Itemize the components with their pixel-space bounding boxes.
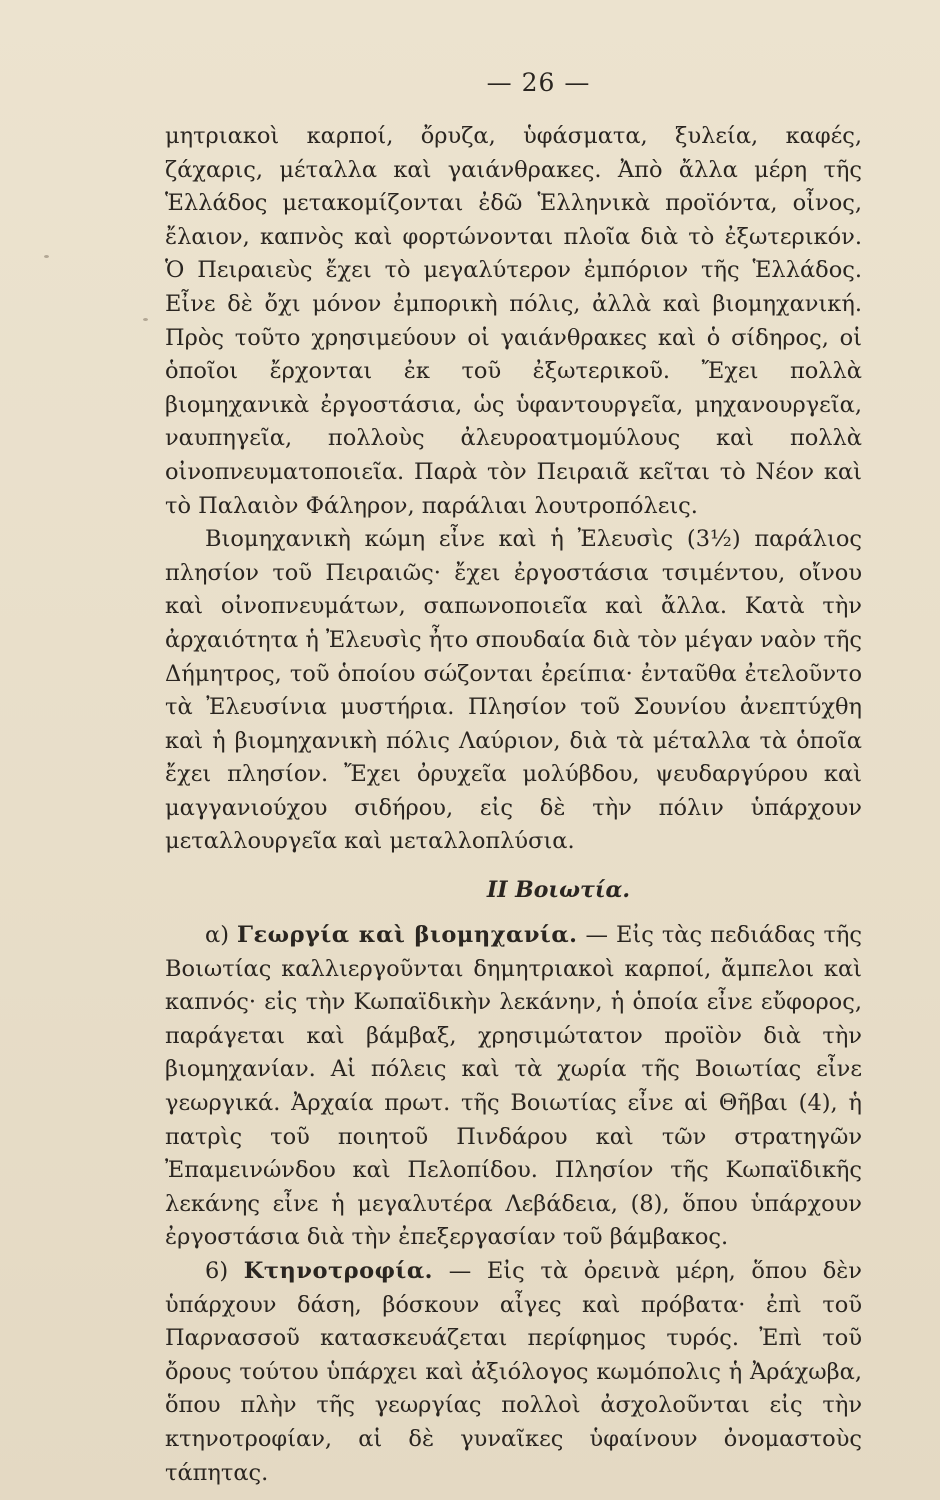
paper-speck <box>143 318 148 321</box>
page-number: — 26 — <box>486 68 591 97</box>
paragraph-eleusis-laurion: Βιομηχανικὴ κώμη εἶνε καὶ ἡ Ἐλευσὶς (3½) παράλιος πλησίον τοῦ Πειραιῶς· ἔχει ἐργοστάσια τσιμέντου, οἴνου καὶ οἰνοπνευμάτων, σαπωνοποιεῖα καὶ ἄλλα. Κατὰ τὴν ἀρχαιότητα ἡ Ἐλευσὶς ἦτο σπουδαία διὰ τὸν μέγαν ναὸν τῆς Δήμητρος, τοῦ ὁποίου σώζονται ἐρείπια· ἐνταῦθα ἐτελοῦντο τὰ Ἐλευσίνια μυστήρια. Πλησίον τοῦ Σουνίου ἀνεπτύχθη καὶ ἡ βιομηχανικὴ πόλις Λαύριον, διὰ τὰ μέταλλα τὰ ὁποῖα ἔχει πλησίον. Ἔχει ὀρυχεῖα μολύβδου, ψευδαργύρου καὶ μαγγανιούχου σιδήρου, εἰς δὲ τὴν πόλιν ὑπάρχουν μεταλλουργεῖα καὶ μεταλλοπλύσια. <box>165 526 862 855</box>
subsection-livestock <box>165 1255 862 1490</box>
section-heading-boeotia: II Βοιωτία. <box>486 877 631 904</box>
subsection-agriculture <box>165 919 862 1255</box>
subsection-marker: 6) <box>205 1258 229 1284</box>
subsection-marker: α) <box>205 922 229 949</box>
paragraph-piraeus: μητριακοὶ καρποί, ὄρυζα, ὑφάσματα, ξυλεία, καφές, ζάχαρις, μέταλλα καὶ γαιάνθρακες. Ἀπὸ ἄλλα μέρη τῆς Ἑλλάδος μετακομίζονται ἐδῶ Ἑλληνικὰ προϊόντα, οἶνος, ἔλαιον, καπνὸς καὶ φορτώνονται πλοῖα διὰ τὸ ἐξωτερικόν. Ὁ Πειραιεὺς ἔχει τὸ μεγαλύτερον ἐμπόριον τῆς Ἑλλάδος. Εἶνε δὲ ὄχι μόνον ἐμπορικὴ πόλις, ἀλλὰ καὶ βιομηχανική. Πρὸς τοῦτο χρησιμεύουν οἱ γαιάνθρακες καὶ ὁ σίδηρος, οἱ ὁποῖοι ἔρχονται ἐκ τοῦ ἐξωτερικοῦ. Ἔχει πολλὰ βιομηχανικὰ ἐργοστάσια, ὡς ὑφαντουργεῖα, μηχανουργεῖα, ναυπηγεῖα, πολλοὺς ἀλευροατμομύλους καὶ πολλὰ οἰνοπνευματοποιεῖα. Παρὰ τὸν Πειραιᾶ κεῖται τὸ Νέον καὶ τὸ Παλαιὸν Φάληρον, παράλιαι λουτροπόλεις. <box>165 123 862 519</box>
subsection-title: Γεωργία καὶ βιομηχανία. <box>237 922 578 949</box>
subsection-text: — Εἰς τὰς πεδιάδας τῆς Βοιωτίας καλλιεργοῦνται δημητριακοὶ καρποί, ἄμπελοι καὶ καπνός· εἰς τὴν Κωπαϊδικὴν λεκάνην, ἡ ὁποία εἶνε εὔφορος, παράγεται καὶ βάμβαξ, χρησιμώτατον προϊὸν διὰ τὴν βιομηχανίαν. Αἱ πόλεις καὶ τὰ χωρία τῆς Βοιωτίας εἶνε γεωργικά. Ἀρχαία πρωτ. τῆς Βοιωτίας εἶνε αἱ Θῆβαι (4), ἡ πατρὶς τοῦ ποιητοῦ Πινδάρου καὶ τῶν στρατηγῶν Ἐπαμεινώνδου καὶ Πελοπίδου. Πλησίον τῆς Κωπαϊδικῆς λεκάνης εἶνε ἡ μεγαλυτέρα Λεβάδεια, (8), ὅπου ὑπάρχουν ἐργοστάσια διὰ τὴν ἐπεξεργασίαν τοῦ βάμβακος. <box>165 922 862 1251</box>
subsection-title: Κτηνοτροφία. <box>243 1258 433 1284</box>
subsection-text: — Εἰς τὰ ὀρεινὰ μέρη, ὅπου δὲν ὑπάρχουν δάση, βόσκουν αἶγες καὶ πρόβατα· ἐπὶ τοῦ Παρνασσοῦ κατασκευάζεται περίφημος τυρός. Ἐπὶ τοῦ ὄρους τούτου ὑπάρχει καὶ ἀξιόλογος κωμόπολις ἡ Ἀράχωβα, ὅπου πλὴν τῆς γεωργίας πολλοὶ ἀσχολοῦνται εἰς τὴν κτηνοτροφίαν, αἱ δὲ γυναῖκες ὑφαίνουν ὀνομαστοὺς τάπητας. <box>165 1258 862 1486</box>
paper-speck <box>44 255 49 258</box>
